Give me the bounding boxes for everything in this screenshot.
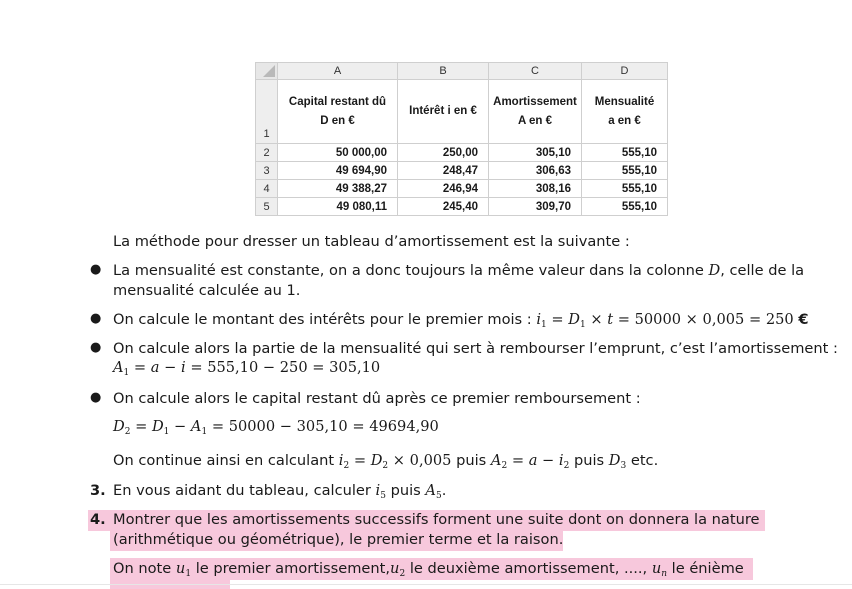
- bullet-2-line: On calcule le montant des intérêts pour le premier mois : $i_1 = D_1 \times t = 50000 \times 0,005 = 250$ €: [113, 311, 809, 330]
- bullet-icon: ●: [90, 340, 102, 355]
- page-bottom-divider: [0, 584, 852, 585]
- bullet-icon: ●: [90, 262, 102, 277]
- table-cell: 309,70: [489, 198, 582, 216]
- row-header-5: 5: [256, 198, 278, 216]
- table-cell: 50 000,00: [278, 144, 398, 162]
- table-cell: 49 080,11: [278, 198, 398, 216]
- continuation-line: On continue ainsi en calculant $i_2 = D_2 \times 0,005$ puis $A_2 = a - i_2$ puis $D_3$ etc.: [113, 452, 659, 471]
- bullet-icon: ●: [90, 390, 102, 405]
- table-cell: 555,10: [582, 162, 668, 180]
- table-cell: 305,10: [489, 144, 582, 162]
- bullet-3-formula: $A_1 = a - i = 555,10 - 250 = 305,10$: [113, 359, 381, 378]
- table-row: [256, 180, 668, 198]
- question-4-line-1: Montrer que les amortissements successifs forment une suite dont on donnera la nature: [113, 511, 760, 528]
- table-cell: 246,94: [398, 180, 489, 198]
- bullet-4-line-1: On calcule alors le capital restant dû après ce premier remboursement :: [113, 390, 641, 407]
- intro-text: La méthode pour dresser un tableau d’amortissement est la suivante :: [113, 233, 630, 250]
- table-cell: 49 694,90: [278, 162, 398, 180]
- table-cell: 49 388,27: [278, 180, 398, 198]
- row-header-2: 2: [256, 144, 278, 162]
- row-header-1: 1: [256, 80, 278, 144]
- table-cell: 555,10: [582, 180, 668, 198]
- table-row: [256, 162, 668, 180]
- column-header-a: A: [278, 63, 398, 80]
- table-cell: 555,10: [582, 198, 668, 216]
- column-header-d: D: [582, 63, 668, 80]
- table-row: [256, 198, 668, 216]
- question-3-number: 3.: [90, 482, 106, 499]
- bullet-3-line-1: On calcule alors la partie de la mensualité qui sert à rembourser l’emprunt, c’est l’amortissement :: [113, 340, 838, 357]
- question-4-line-2: (arithmétique ou géométrique), le premier terme et la raison.: [113, 531, 564, 548]
- table-cell: 555,10: [582, 144, 668, 162]
- header-mensualite: Mensualité a en €: [582, 80, 668, 144]
- bullet-1-line-1: La mensualité est constante, on a donc toujours la même valeur dans la colonne D, celle de la: [113, 262, 805, 279]
- table-cell: 306,63: [489, 162, 582, 180]
- row-header-3: 3: [256, 162, 278, 180]
- table-cell: 250,00: [398, 144, 489, 162]
- bullet-4-formula: $D_2 = D_1 - A_1 = 50000 - 305,10 = 49694,90$: [113, 418, 439, 437]
- table-row: [256, 144, 668, 162]
- row-header-4: 4: [256, 180, 278, 198]
- question-4-line-3: On note $u_1$ le premier $amortissement,u_2$ le deuxième amortissement, ...., $u_n$ le énième: [113, 560, 744, 579]
- header-capital: Capital restant dû D en €: [278, 80, 398, 144]
- header-interet: Intérêt i en €: [398, 80, 489, 144]
- bullet-1-line-2: mensualité calculée au 1.: [113, 282, 301, 299]
- spreadsheet-image: [255, 62, 668, 216]
- table-cell: 245,40: [398, 198, 489, 216]
- question-3-text: En vous aidant du tableau, calculer $i_5$ puis $A_5$.: [113, 482, 447, 501]
- question-4-number: 4.: [90, 511, 106, 528]
- header-amortissement: Amortissement A en €: [489, 80, 582, 144]
- table-cell: 308,16: [489, 180, 582, 198]
- table-cell: 248,47: [398, 162, 489, 180]
- column-header-b: B: [398, 63, 489, 80]
- bullet-icon: ●: [90, 311, 102, 326]
- column-header-c: C: [489, 63, 582, 80]
- select-all-corner: [256, 63, 278, 80]
